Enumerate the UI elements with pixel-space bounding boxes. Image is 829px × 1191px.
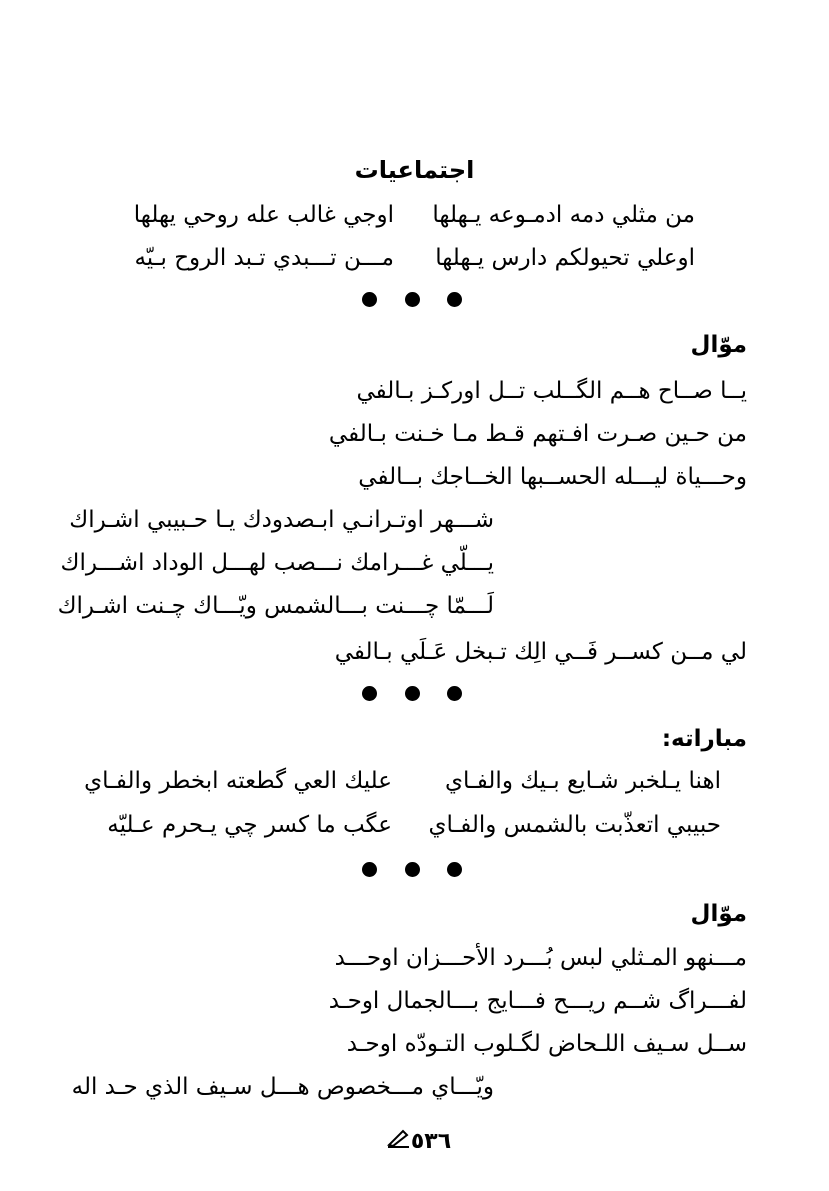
verse-line: لي مــن كســر فَــي الِك تـبخل عَـلَي بـالفي	[334, 639, 747, 665]
verse-line: اهنا يـلخبر شـايع بـيك والفـاي	[445, 768, 721, 794]
dot-icon	[405, 292, 420, 307]
verse-line: عگب ما كسر چي يـحرم عـليّه	[107, 812, 392, 838]
dot-icon	[362, 686, 377, 701]
page-number-text: ٥٣٦	[410, 1128, 452, 1154]
verse-line: لَـــمّا چـــنت بـــالشمس ويّـــاك چـنت اشـراك	[57, 593, 494, 619]
dot-icon	[405, 686, 420, 701]
pencil-icon	[387, 1128, 411, 1154]
dot-icon	[447, 862, 462, 877]
verse-line: شـــهر اوتـرانـي ابـصدودك يـا حـبيبي اشـراك	[69, 507, 494, 533]
section-title-mubaratuh: مباراته:	[661, 726, 747, 752]
dot-icon	[362, 292, 377, 307]
dot-icon	[362, 862, 377, 877]
section-title-ijtimaiyat: اجتماعيات	[354, 156, 475, 184]
verse-line: ســل سـيف اللـحاض لگـلوب التـودّه اوحـد	[346, 1031, 747, 1057]
page-number	[378, 1124, 458, 1158]
verse-line: اوعلي تحيولكم دارس يـهلها	[435, 245, 695, 271]
separator-dots	[362, 686, 462, 701]
verse-line: وحـــياة ليـــله الحســبها الخــاجك بــالفي	[358, 464, 747, 490]
verse-line: يـــلّي غـــرامك نـــصب لهـــل الوداد اشـــراك	[60, 550, 494, 576]
verse-line: عليك العي گطعته ابخطر والفـاي	[84, 768, 392, 794]
separator-dots	[362, 862, 462, 877]
dot-icon	[447, 292, 462, 307]
section-title-mawwal-2: موّال	[690, 901, 747, 927]
verse-line: يــا صــاح هــم الگــلب تــل اوركـز بـالفي	[356, 378, 747, 404]
separator-dots	[362, 292, 462, 307]
section-title-mawwal: موّال	[690, 332, 747, 358]
verse-line: حبيبي اتعذّبت بالشمس والفـاي	[428, 812, 721, 838]
verse-line: اوجي غالب عله روحي يهلها	[133, 202, 394, 228]
verse-line: لفـــراگ شــم ريـــح فـــايج بـــالجمال اوحـد	[328, 988, 747, 1014]
dot-icon	[447, 686, 462, 701]
verse-line: ويّـــاي مـــخصوص هـــل سـيف الذي حـد اله	[71, 1074, 494, 1100]
dot-icon	[405, 862, 420, 877]
verse-line: مـــن تـــبدي تـبد الروح بـيّه	[134, 245, 394, 271]
verse-line: من حـين صـرت افـتهم قـط مـا خـنت بـالفي	[328, 421, 747, 447]
verse-line: مـــنهو المـثلي لبس بُـــرد الأحـــزان اوحـــد	[334, 945, 747, 971]
verse-line: من مثلي دمه ادمـوعه يـهلها	[432, 202, 695, 228]
